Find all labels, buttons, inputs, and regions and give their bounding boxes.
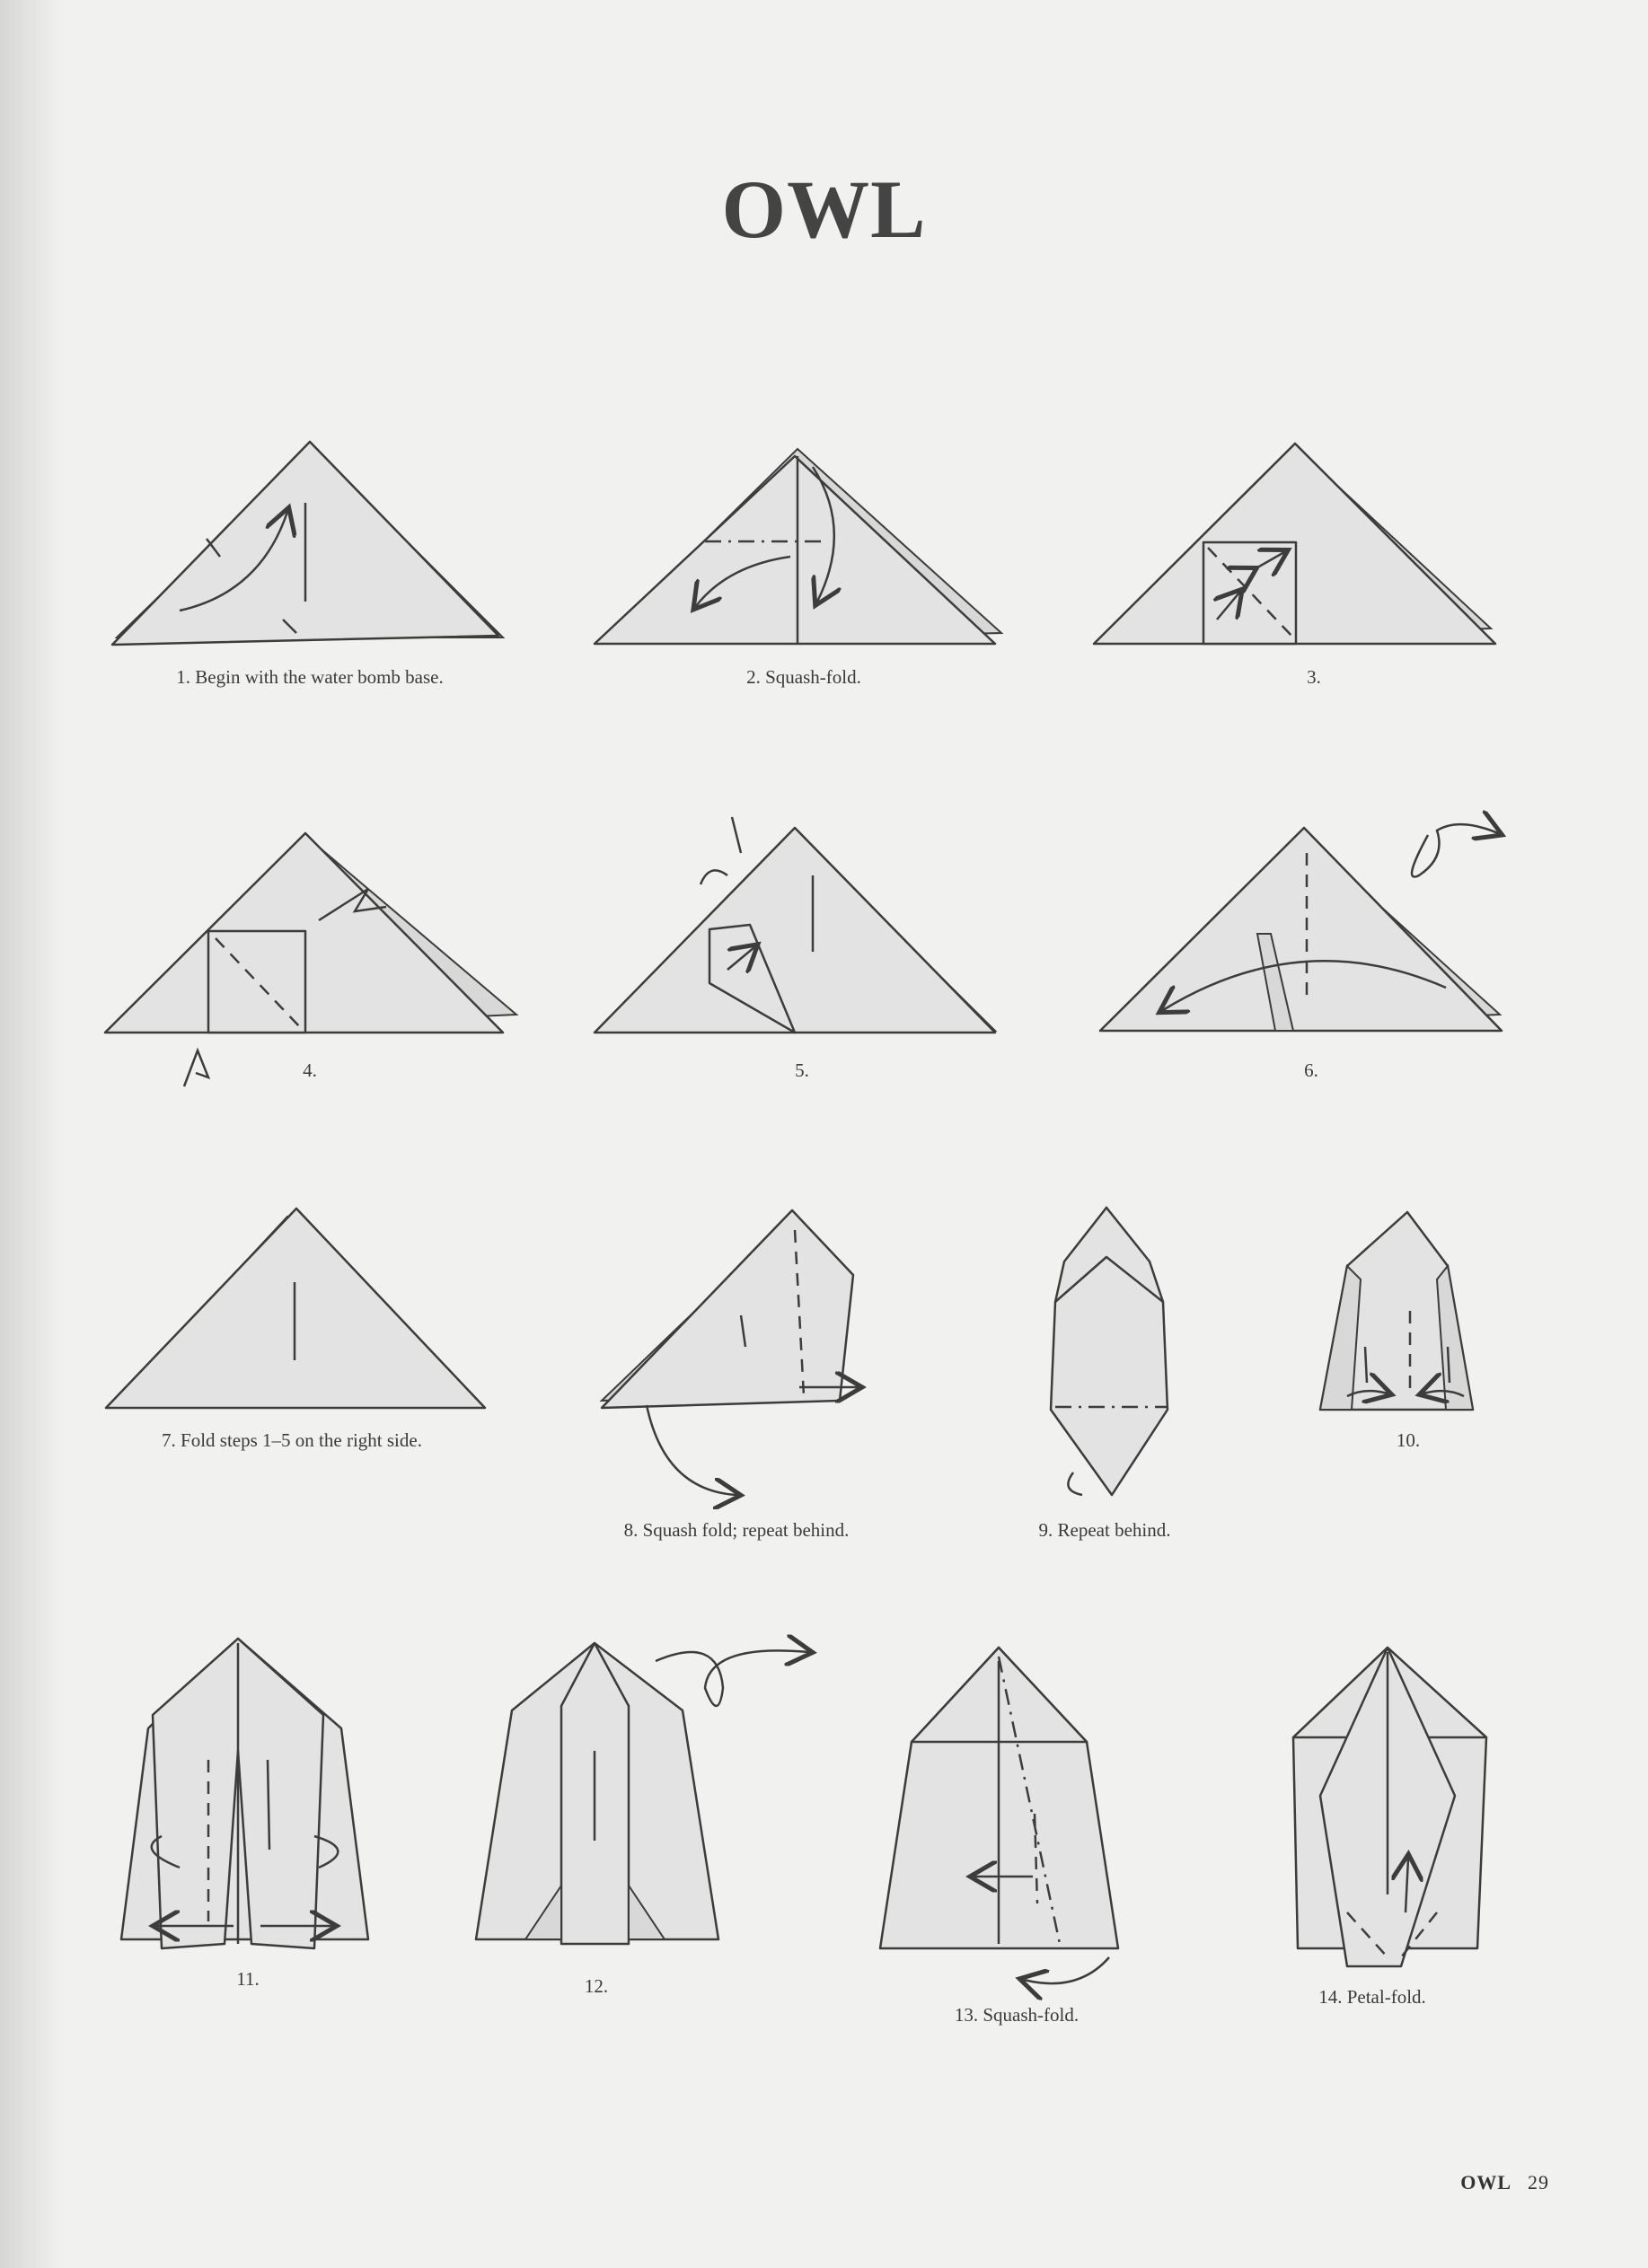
step-14-caption: 14. Petal-fold. — [1318, 1986, 1426, 2008]
step-3-diagram — [1094, 444, 1495, 644]
step-6-caption: 6. — [1304, 1059, 1318, 1081]
step-1-caption: 1. Begin with the water bomb base. — [176, 666, 444, 688]
step-8-diagram — [602, 1210, 858, 1495]
step-8-caption: 8. Squash fold; repeat behind. — [623, 1519, 850, 1541]
step-7-diagram — [106, 1209, 485, 1408]
step-4-caption: 4. — [303, 1059, 317, 1081]
page-title: OWL — [721, 163, 927, 255]
page-footer — [1460, 2171, 1549, 2194]
footer-title: OWL — [1460, 2171, 1511, 2193]
step-1-diagram — [112, 442, 503, 645]
step-11-diagram — [121, 1639, 368, 1948]
step-12-caption: 12. — [584, 1975, 609, 1997]
step-9-caption: 9. Repeat behind. — [1038, 1519, 1171, 1541]
step-9-diagram — [1051, 1208, 1168, 1495]
step-12-diagram — [476, 1643, 808, 1944]
step-2-diagram — [595, 449, 1001, 644]
step-14-diagram — [1293, 1648, 1486, 1966]
step-3-caption: 3. — [1307, 666, 1321, 688]
step-6-diagram — [1100, 824, 1502, 1031]
page-number: 29 — [1528, 2171, 1549, 2193]
step-10-caption: 10. — [1396, 1429, 1421, 1451]
step-5-diagram — [595, 817, 995, 1033]
step-13-caption: 13. Squash-fold. — [954, 2004, 1080, 2026]
step-4-diagram — [105, 833, 516, 1086]
step-13-diagram — [880, 1648, 1118, 1983]
step-7-caption: 7. Fold steps 1–5 on the right side. — [162, 1429, 422, 1451]
step-10-diagram — [1320, 1212, 1473, 1410]
step-11-caption: 11. — [236, 1968, 260, 1990]
step-2-caption: 2. Squash-fold. — [746, 666, 861, 688]
step-5-caption: 5. — [795, 1059, 809, 1081]
